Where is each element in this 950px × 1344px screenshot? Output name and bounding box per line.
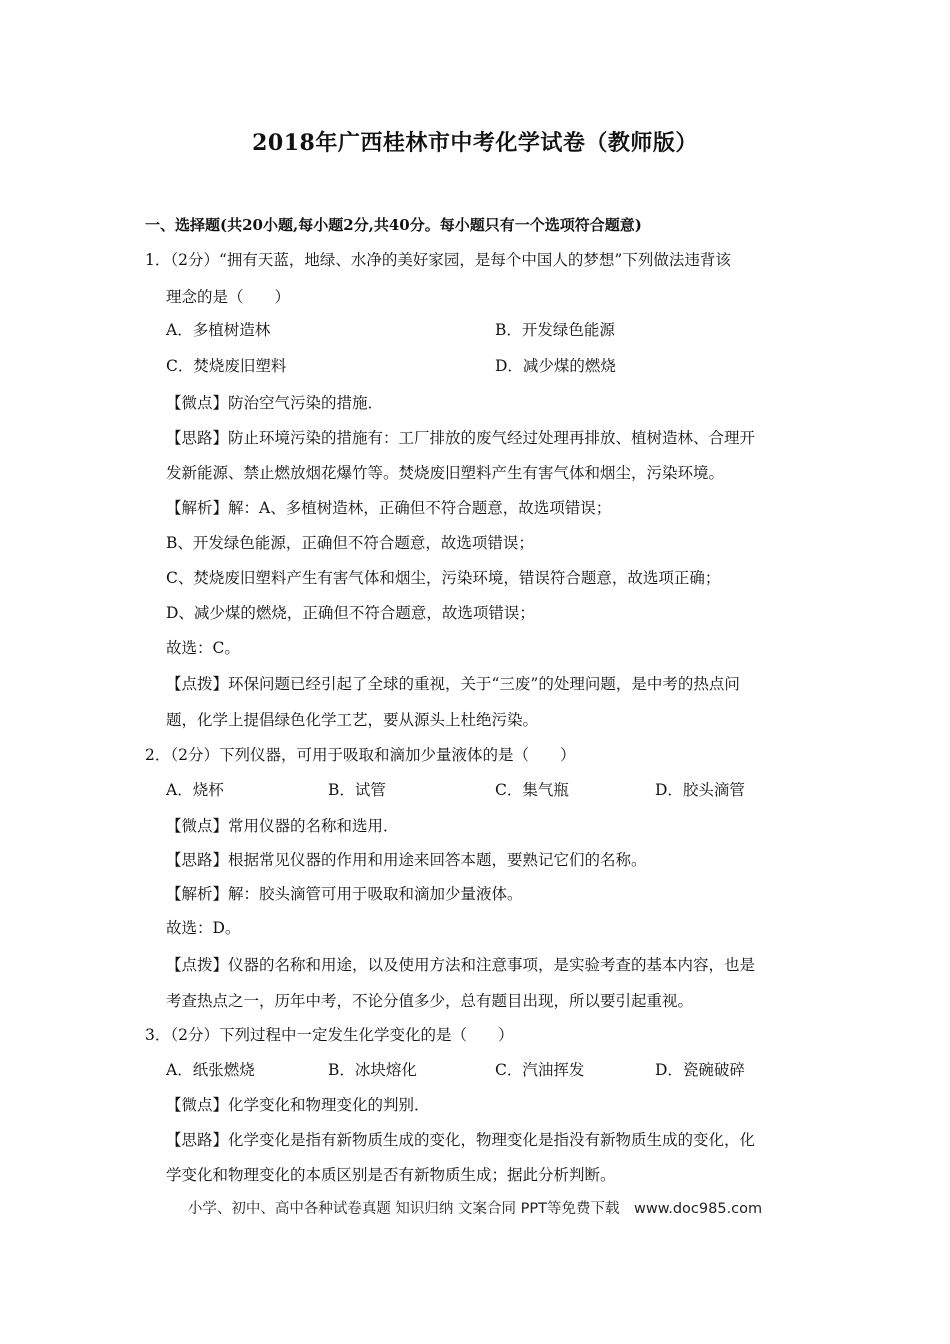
q1-stem-line-1: 1．（2分）“拥有天蓝，地绿、水净的美好家园，是每个中国人的梦想”下列做法违背该 <box>145 251 731 269</box>
q1-jiexi-line-4: D、减少煤的燃烧，正确但不符合题意，故选项错误； <box>166 604 535 622</box>
q1-option-d: D．减少煤的燃烧 <box>495 357 616 375</box>
q3-silu-line-1: 【思路】化学变化是指有新物质生成的变化，物理变化是指没有新物质生成的变化，化 <box>166 1131 756 1149</box>
q2-option-b: B．试管 <box>328 781 386 799</box>
q1-silu-line-1: 【思路】防止环境污染的措施有：工厂排放的废气经过处理再排放、植树造林、合理开 <box>166 429 756 447</box>
q2-jiexi-line-1: 【解析】解：胶头滴管可用于吸取和滴加少量液体。 <box>166 885 523 903</box>
q2-weidian: 【微点】常用仪器的名称和选用． <box>166 817 399 835</box>
q2-stem-line-1: 2．（2分）下列仪器，可用于吸取和滴加少量液体的是（ ） <box>145 746 576 764</box>
q3-weidian: 【微点】化学变化和物理变化的判别． <box>166 1096 430 1114</box>
section-heading: 一、选择题(共20小题,每小题2分,共40分。每小题只有一个选项符合题意) <box>145 216 642 234</box>
q2-option-d: D．胶头滴管 <box>655 781 745 799</box>
q1-stem-line-2: 理念的是（ ） <box>166 288 291 306</box>
q3-silu-line-2: 学变化和物理变化的本质区别是否有新物质生成；据此分析判断。 <box>166 1166 616 1184</box>
document-title: 2018年广西桂林市中考化学试卷（教师版） <box>252 130 698 156</box>
q1-silu-line-2: 发新能源、禁止燃放烟花爆竹等。焚烧废旧塑料产生有害气体和烟尘，污染环境。 <box>166 464 725 482</box>
q1-weidian: 【微点】防治空气污染的措施． <box>166 394 384 412</box>
q1-dianbo-line-1: 【点拨】环保问题已经引起了全球的重视，关于“三废”的处理问题，是中考的热点问 <box>166 675 740 693</box>
q3-option-c: C．汽油挥发 <box>495 1061 585 1079</box>
q3-stem-line-1: 3．（2分）下列过程中一定发生化学变化的是（ ） <box>145 1026 514 1044</box>
q2-answer: 故选：D。 <box>166 919 241 937</box>
q1-jiexi-line-1: 【解析】解：A、多植树造林，正确但不符合题意，故选项错误； <box>166 499 612 517</box>
q1-dianbo-line-2: 题，化学上提倡绿色化学工艺，要从源头上杜绝污染。 <box>166 711 539 729</box>
q3-option-a: A．纸张燃烧 <box>166 1061 255 1079</box>
q2-silu-line-1: 【思路】根据常见仪器的作用和用途来回答本题，要熟记它们的名称。 <box>166 851 647 869</box>
q1-option-b: B．开发绿色能源 <box>495 321 615 339</box>
q1-jiexi-line-2: B、开发绿色能源，正确但不符合题意，故选项错误； <box>166 534 534 552</box>
q1-option-c: C．焚烧废旧塑料 <box>166 357 287 375</box>
q1-answer: 故选：C。 <box>166 639 240 657</box>
q2-option-c: C．集气瓶 <box>495 781 569 799</box>
q3-option-b: B．冰块熔化 <box>328 1061 417 1079</box>
q2-dianbo-line-2: 考查热点之一，历年中考，不论分值多少，总有题目出现，所以要引起重视。 <box>166 992 694 1010</box>
q2-dianbo-line-1: 【点拨】仪器的名称和用途，以及使用方法和注意事项，是实验考查的基本内容，也是 <box>166 956 756 974</box>
q1-jiexi-line-3: C、焚烧废旧塑料产生有害气体和烟尘，污染环境，错误符合题意，故选项正确； <box>166 569 721 587</box>
footer-watermark-text: 小学、初中、高中各种试卷真题 知识归纳 文案合同 PPT等免费下载 www.doc985.com <box>187 1201 763 1217</box>
q3-option-d: D．瓷碗破碎 <box>655 1061 745 1079</box>
q1-option-a: A．多植树造林 <box>166 321 271 339</box>
q2-option-a: A．烧杯 <box>166 781 224 799</box>
